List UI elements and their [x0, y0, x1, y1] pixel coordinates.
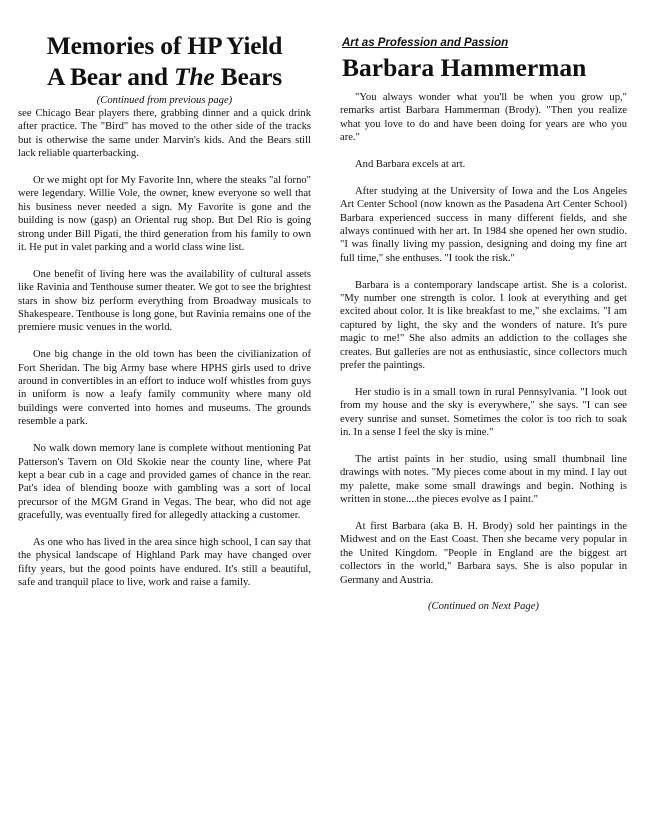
continued-next-note: (Continued on Next Page) [428, 601, 539, 613]
headline-line-1: Memories of HP Yield [46, 31, 283, 60]
left-paragraph-6: As one who has lived in the area since high school, I can say that the physical landscape of Highland Park may have changed over fifty years, but the good points have endured. It's still a beautiful, safe and tranquil place to live, work and raise a family. [18, 536, 311, 589]
left-article [18, 0, 311, 603]
left-paragraph-4: One big change in the old town has been the civilianization of Fort Sheridan. The big Army base where HPHS girls used to drive around in convertibles in an effort to induce wolf whistles from guys in uniform is now a leafy family community where many old buildings were converted into homes and museums. The grounds resemble a park. [18, 349, 311, 428]
headline-part-a: A Bear and [47, 62, 174, 91]
left-paragraph-2: Or we might opt for My Favorite Inn, where the steaks "al forno" were legendary. Willie Vole, the owner, knew everyone so well that his business never needed a sign. My Favorite is gone and the building is now (gasp) an Oriental rug shop. But Del Rio is going strong under Bill Pigati, the third generation from his family to own it. He put in valet parking and a world class wine list. [18, 175, 311, 254]
right-article [340, 0, 627, 613]
right-paragraph-5: Her studio is in a small town in rural Pennsylvania. "I look out from my house and the sky is everywhere," she says. "I can see every sunrise and sunset. Sometimes the color is too rich to soak in. In a sense I feel the sky is mine." [340, 386, 627, 439]
article-headline [18, 30, 311, 92]
headline-line-2 [18, 61, 311, 92]
right-paragraph-6: The artist paints in her studio, using small thumbnail line drawings with notes. "My pieces come about in my mind. I lay out my palette, make some small drawings and begin. Nothing is written in stone....the pieces evolve as I paint." [340, 453, 627, 506]
article-kicker: Art as Profession and Passion [342, 37, 509, 49]
right-paragraph-1: "You always wonder what you'll be when you grow up," remarks artist Barbara Hammerman (Brody). "Then you realize what you love to do and have been doing for years are who you are." [340, 92, 627, 144]
headline-part-italic: The [174, 62, 215, 91]
article-title: Barbara Hammerman [342, 53, 587, 82]
right-paragraph-4: Barbara is a contemporary landscape artist. She is a colorist. "My number one strength is color. I look at everything and get excited about color. It is like breakfast to me," she exclaims. "I am captured by light, the sky and the wonders of nature. It's pure magic to me!" She also admits an addiction to the collages she creates. But galleries are not as enthusiastic, since collectors much prefer the paintings. [340, 279, 627, 372]
left-paragraph-5: No walk down memory lane is complete without mentioning Pat Patterson's Tavern on Old Skokie near the county line, where Pat kept a bear cub in a cage and provided games of chance in the rear. Pat's idea of blending booze with gambling was a sort of local precursor of the MGM Grand in Vegas. The bear, who did not age gracefully, was eventually fired for allegedly attacking a customer. [18, 443, 311, 522]
continued-from-note: (Continued from previous page) [96, 95, 233, 106]
right-paragraph-2: And Barbara excels at art. [355, 159, 466, 171]
headline-part-c: Bears [214, 62, 282, 91]
left-paragraph-1: see Chicago Bear players there, grabbing dinner and a quick drink after practice. The "Bird" has moved to the other side of the tracks but is otherwise the same under Marvin's kids. And the Bears still lack reliable quarterbacking. [18, 108, 311, 160]
right-paragraph-7: At first Barbara (aka B. H. Brody) sold her paintings in the Midwest and on the East Coast. Then she became very popular in the United Kingdom. "People in England are the biggest art collectors in the world," Barbara says. She is also popular in Germany and Austria. [340, 520, 627, 586]
left-paragraph-3: One benefit of living here was the availability of cultural assets like Ravinia and Tenthouse sumer theater. We got to see the brightest stars in show biz perform everything from Broadway musicals to Shakespeare. Tenthouse is long gone, but Ravinia remains one of the premiere music venues in the world. [18, 268, 311, 334]
right-paragraph-3: After studying at the University of Iowa and the Los Angeles Art Center School (now known as the Pasadena Art Center School) Barbara experienced success in many different fields, and she always continued with her art. In 1984 she opened her own studio. "I was finally living my passion, designing and doing my fine art full time," she enthuses. "I took the risk." [340, 185, 627, 264]
